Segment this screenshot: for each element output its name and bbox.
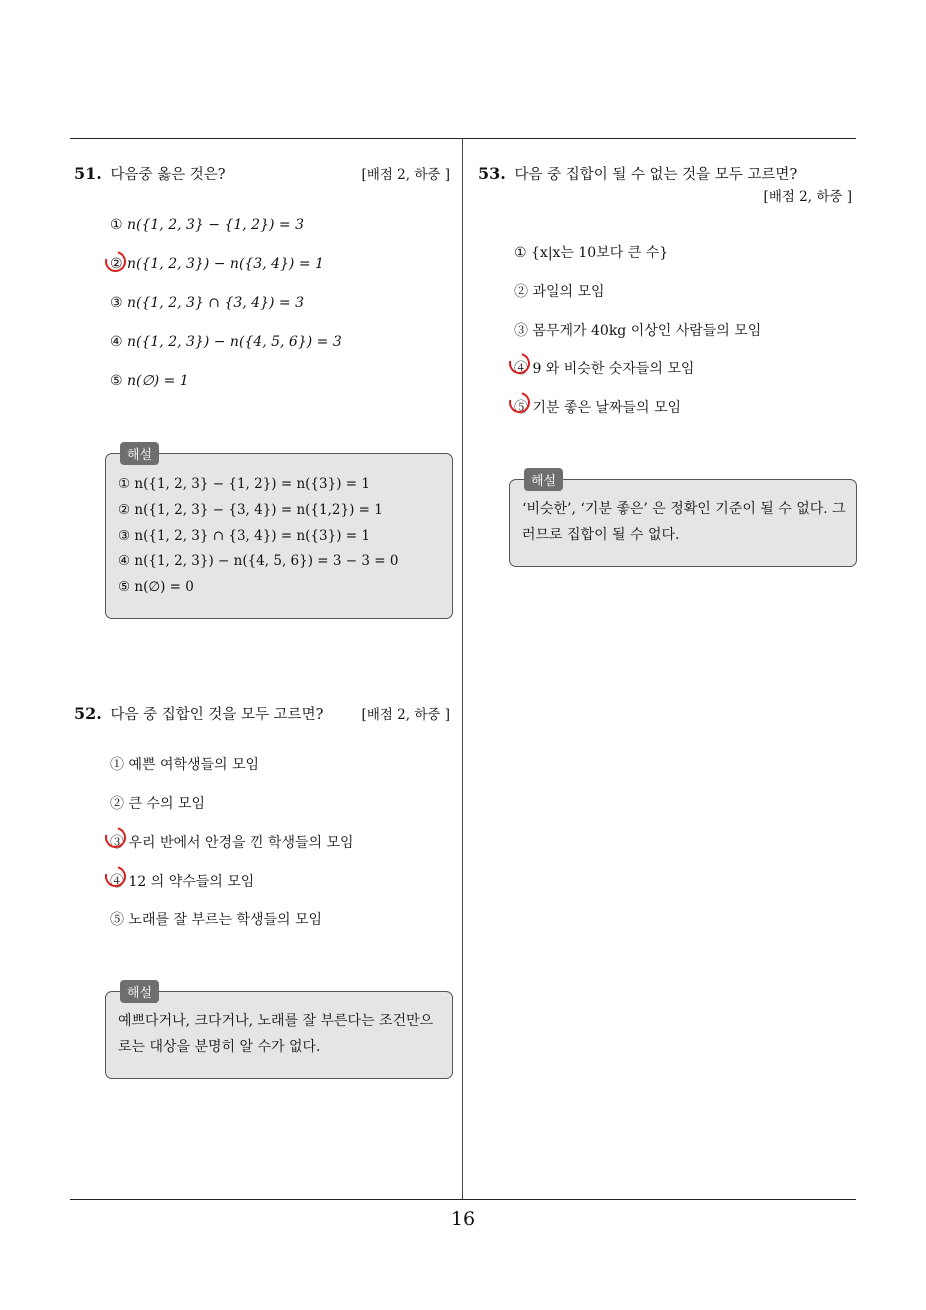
choice-5[interactable] bbox=[110, 373, 189, 389]
choice-4[interactable] bbox=[110, 871, 254, 891]
answer-mark-icon bbox=[505, 349, 534, 378]
question-text: 다음 중 집합인 것을 모두 고르면? bbox=[110, 707, 324, 723]
question-number: 51. bbox=[74, 164, 102, 183]
solution-box bbox=[105, 448, 453, 619]
choice-number: ⑤ bbox=[514, 400, 528, 416]
solution-label: 해설 bbox=[524, 468, 563, 491]
choice-text: 큰 수의 모임 bbox=[128, 796, 205, 812]
choice-number: ④ bbox=[110, 874, 124, 890]
choice-5[interactable] bbox=[110, 909, 322, 929]
choice-text: 과일의 모임 bbox=[532, 284, 605, 300]
solution-line: ① n({1, 2, 3} − {1, 2}) = n({3}) = 1 bbox=[118, 476, 370, 492]
choice-2[interactable] bbox=[110, 793, 205, 813]
choice-3[interactable] bbox=[110, 295, 304, 311]
choice-text: n({1, 2, 3}) − n({4, 5, 6}) = 3 bbox=[127, 334, 342, 350]
choice-text: {x|x는 10보다 큰 수} bbox=[531, 245, 669, 261]
choice-number: ③ bbox=[514, 323, 528, 339]
choice-number: ④ bbox=[514, 361, 528, 377]
choice-number: ③ bbox=[110, 295, 123, 311]
choice-number: ⑤ bbox=[110, 912, 124, 928]
top-rule bbox=[70, 138, 856, 139]
question-53 bbox=[478, 163, 852, 205]
answer-mark-icon bbox=[101, 247, 130, 276]
choice-number: ① bbox=[110, 217, 123, 233]
score-meta: [배점 2, 하중 ] bbox=[361, 707, 450, 723]
choice-4[interactable] bbox=[110, 334, 342, 350]
choice-text: 예쁜 여학생들의 모임 bbox=[128, 757, 260, 773]
answer-mark-icon bbox=[505, 388, 534, 417]
choice-1[interactable] bbox=[514, 242, 668, 262]
solution-line: ④ n({1, 2, 3}) − n({4, 5, 6}) = 3 − 3 = 0 bbox=[118, 553, 399, 569]
choice-4[interactable] bbox=[514, 358, 694, 378]
solution-box bbox=[105, 986, 453, 1079]
question-header bbox=[74, 703, 450, 725]
choice-text: n({1, 2, 3} − {1, 2}) = 3 bbox=[127, 217, 304, 233]
choice-3[interactable] bbox=[514, 320, 761, 340]
answer-mark-icon bbox=[101, 823, 130, 852]
choice-number: ② bbox=[514, 284, 528, 300]
choice-3[interactable] bbox=[110, 832, 354, 852]
choice-1[interactable] bbox=[110, 754, 259, 774]
answer-mark-icon bbox=[101, 862, 130, 891]
choice-number: ① bbox=[514, 245, 527, 261]
solution-line: ⑤ n(∅) = 0 bbox=[118, 579, 194, 595]
choice-2[interactable] bbox=[514, 281, 605, 301]
choice-text: 노래를 잘 부르는 학생들의 모임 bbox=[128, 912, 323, 928]
question-52 bbox=[74, 703, 450, 725]
choice-text: 12 의 약수들의 모임 bbox=[128, 874, 255, 890]
bottom-rule bbox=[70, 1199, 856, 1200]
solution-label: 해설 bbox=[120, 442, 159, 465]
choice-1[interactable] bbox=[110, 217, 304, 233]
question-text: 다음중 옳은 것은? bbox=[110, 167, 226, 183]
choice-number: ④ bbox=[110, 334, 123, 350]
score-meta: [배점 2, 하중 ] bbox=[763, 189, 852, 205]
solution-box bbox=[509, 474, 857, 567]
question-number: 52. bbox=[74, 704, 102, 723]
choice-text: 기분 좋은 날짜들의 모임 bbox=[532, 400, 682, 416]
choice-number: ③ bbox=[110, 835, 124, 851]
choice-number: ① bbox=[110, 757, 124, 773]
question-header bbox=[478, 163, 852, 205]
choice-text: 9 와 비슷한 숫자들의 모임 bbox=[532, 361, 695, 377]
score-meta: [배점 2, 하중 ] bbox=[361, 167, 450, 183]
choice-5[interactable] bbox=[514, 397, 681, 417]
solution-text: 예쁘다거나, 크다거나, 노래를 잘 부른다는 조건만으로는 대상을 분명히 알 수가 없다. bbox=[118, 1013, 434, 1055]
choice-number: ⑤ bbox=[110, 373, 123, 389]
choice-text: n({1, 2, 3} ∩ {3, 4}) = 3 bbox=[127, 295, 304, 311]
solution-line: ② n({1, 2, 3} − {3, 4}) = n({1,2}) = 1 bbox=[118, 502, 383, 518]
choice-number: ② bbox=[110, 796, 124, 812]
page-number: 16 bbox=[450, 1208, 476, 1230]
choice-text: 우리 반에서 안경을 낀 학생들의 모임 bbox=[128, 835, 354, 851]
question-number: 53. bbox=[478, 164, 506, 183]
solution-label: 해설 bbox=[120, 980, 159, 1003]
choice-number: ② bbox=[110, 256, 123, 272]
question-text: 다음 중 집합이 될 수 없는 것을 모두 고르면? bbox=[514, 167, 798, 183]
choice-text: 몸무게가 40kg 이상인 사람들의 모임 bbox=[532, 323, 762, 339]
question-header bbox=[74, 163, 450, 185]
choice-2[interactable] bbox=[110, 256, 324, 272]
column-divider bbox=[462, 138, 463, 1199]
choice-text: n({1, 2, 3}) − n({3, 4}) = 1 bbox=[127, 256, 324, 272]
choice-text: n(∅) = 1 bbox=[127, 373, 189, 389]
solution-line: ③ n({1, 2, 3} ∩ {3, 4}) = n({3}) = 1 bbox=[118, 528, 370, 544]
solution-text: ‘비슷한’, ‘기분 좋은’ 은 정확인 기준이 될 수 없다. 그러므로 집합이 될 수 없다. bbox=[522, 501, 846, 543]
question-51 bbox=[74, 163, 450, 185]
